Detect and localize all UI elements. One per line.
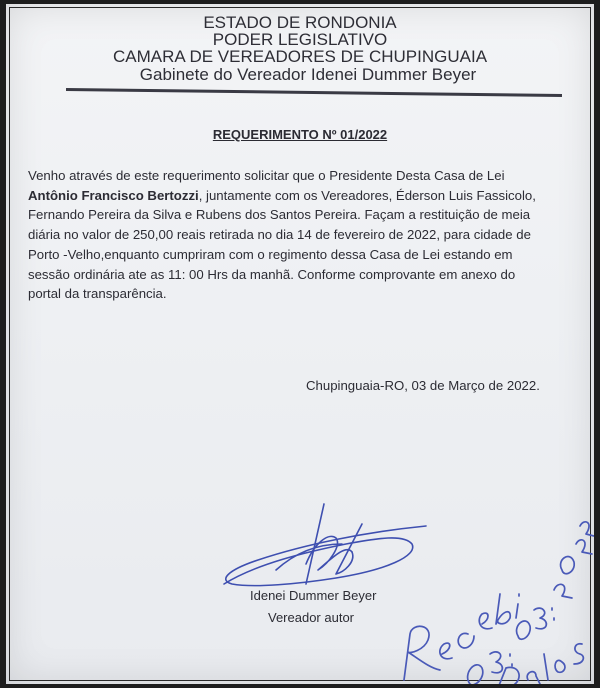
body-line-4: diária no valor de 250,00 reais retirada no dia 14 de fevereiro de 2022, para cidade de <box>28 227 531 243</box>
signatory-name: Idenei Dummer Beyer <box>250 588 377 603</box>
letterhead-office: Gabinete do Vereador Idenei Dummer Beyer <box>139 65 477 84</box>
document-body <box>28 166 580 304</box>
letterhead-power: PODER LEGISLATIVO <box>212 30 388 49</box>
document-page <box>6 4 594 684</box>
signatory-role: Vereador autor <box>268 610 355 625</box>
place-and-date: Chupinguaia-RO, 03 de Março de 2022. <box>306 378 540 393</box>
body-line-2-rest: , juntamente com os Vereadores, Éderson Luis Fassicolo, <box>198 187 536 203</box>
header-rule <box>66 88 562 97</box>
letterhead-state: ESTADO DE RONDONIA <box>203 13 397 32</box>
received-stamp <box>6 4 594 684</box>
page-border <box>9 7 591 681</box>
body-line-6: sessão ordinária ate as 11: 00 Hrs da manhã. Conforme comprovante em anexo do <box>28 266 516 282</box>
signature-graphic <box>6 4 594 684</box>
body-line-3: Fernando Pereira da Silva e Rubens dos Santos Pereira. Façam a restituição de meia <box>28 207 531 223</box>
document-title: REQUERIMENTO Nº 01/2022 <box>212 127 388 142</box>
body-line-2 <box>28 186 580 206</box>
president-name: Antônio Francisco Bertozzi <box>28 187 199 203</box>
body-line-5: Porto -Velho,enquanto cumpriram com o regimento dessa Casa de Lei estando em <box>28 246 513 262</box>
letterhead-chamber: CAMARA DE VEREADORES DE CHUPINGUAIA <box>112 47 488 66</box>
body-line-7: portal da transparência. <box>28 286 167 302</box>
body-line-1: Venho através de este requerimento solicitar que o Presidente Desta Casa de Lei <box>28 168 505 183</box>
